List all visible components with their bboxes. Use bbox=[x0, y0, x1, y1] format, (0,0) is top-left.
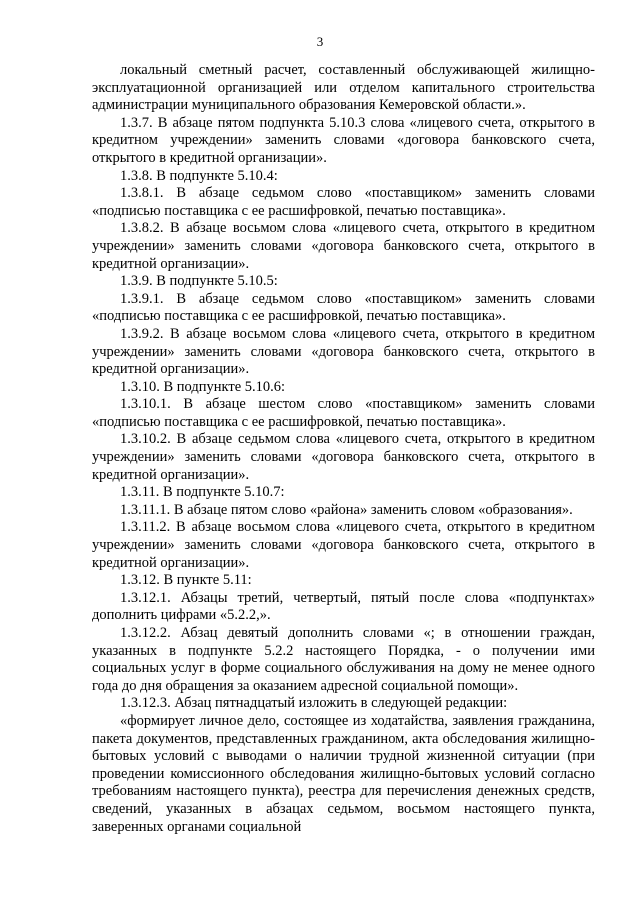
paragraph-1-3-12-2: 1.3.12.2. Абзац девятый дополнить словами «; в отношении граждан, указанных в подпункте 5.2.2 настоящего Порядка, - о получении ими социальных услуг в форме социального обслуживания на дому не менее одного года до дня обращения за оказанием адресной социальной помощи». bbox=[92, 625, 595, 694]
paragraph-continuation: локальный сметный расчет, составленный обслуживающей жилищно-эксплуатационной организацией или отделом капитального строительства администрации муниципального образования Кемеровской области.». bbox=[92, 62, 595, 114]
paragraph-1-3-7: 1.3.7. В абзаце пятом подпункта 5.10.3 слова «лицевого счета, открытого в кредитном учреждении» заменить словами «договора банковского счета, открытого в кредитной организации». bbox=[92, 114, 595, 166]
paragraph-1-3-12-1: 1.3.12.1. Абзацы третий, четвертый, пятый после слова «подпунктах» дополнить цифрами «5.2.2,». bbox=[92, 589, 595, 624]
paragraph-quoted-text: «формирует личное дело, состоящее из ходатайства, заявления гражданина, пакета документов, представленных гражданином, акта обследования жилищно-бытовых условий с выводами о наличии трудной жизненной ситуации (при проведении комиссионного обследования жилищно-бытовых условий согласно требованиям настоящего пункта), реестра для перечисления денежных средств, сведений, указанных в абзацах седьмом, восьмом настоящего пункта, заверенных органами социальной bbox=[92, 712, 595, 835]
page-number: 3 bbox=[316, 34, 324, 49]
paragraph-1-3-9: 1.3.9. В подпункте 5.10.5: bbox=[120, 273, 278, 290]
paragraph-1-3-8-2: 1.3.8.2. В абзаце восьмом слова «лицевого счета, открытого в кредитном учреждении» заменить словами «договора банковского счета, открытого в кредитной организации». bbox=[92, 220, 595, 272]
paragraph-1-3-12-3: 1.3.12.3. Абзац пятнадцатый изложить в следующей редакции: bbox=[120, 695, 508, 712]
paragraph-1-3-8: 1.3.8. В подпункте 5.10.4: bbox=[120, 167, 278, 184]
paragraph-1-3-11: 1.3.11. В подпункте 5.10.7: bbox=[120, 484, 285, 501]
paragraph-1-3-8-1: 1.3.8.1. В абзаце седьмом слово «поставщиком» заменить словами «подписью поставщика с ее расшифровкой, печатью поставщика». bbox=[92, 185, 595, 219]
paragraph-1-3-10-1: 1.3.10.1. В абзаце шестом слово «поставщиком» заменить словами «подписью поставщика с ее расшифровкой, печатью поставщика». bbox=[92, 396, 595, 430]
paragraph-1-3-12: 1.3.12. В пункте 5.11: bbox=[120, 572, 252, 589]
paragraph-1-3-10: 1.3.10. В подпункте 5.10.6: bbox=[120, 378, 286, 395]
paragraph-1-3-11-1: 1.3.11.1. В абзаце пятом слово «района» заменить словом «образования». bbox=[120, 501, 573, 518]
paragraph-1-3-10-2: 1.3.10.2. В абзаце седьмом слова «лицевого счета, открытого в кредитном учреждении» заменить словами «договора банковского счета, открытого в кредитной организации». bbox=[92, 431, 595, 483]
document-body bbox=[92, 62, 595, 836]
paragraph-1-3-9-2: 1.3.9.2. В абзаце восьмом слова «лицевого счета, открытого в кредитном учреждении» заменить словами «договора банковского счета, открытого в кредитной организации». bbox=[92, 325, 595, 378]
paragraph-1-3-11-2: 1.3.11.2. В абзаце восьмом слова «лицевого счета, открытого в кредитном учреждении» заменить словами «договора банковского счета, открытого в кредитной организации». bbox=[92, 519, 595, 571]
paragraph-1-3-9-1: 1.3.9.1. В абзаце седьмом слово «поставщиком» заменить словами «подписью поставщика с ее расшифровкой, печатью поставщика». bbox=[92, 290, 595, 325]
